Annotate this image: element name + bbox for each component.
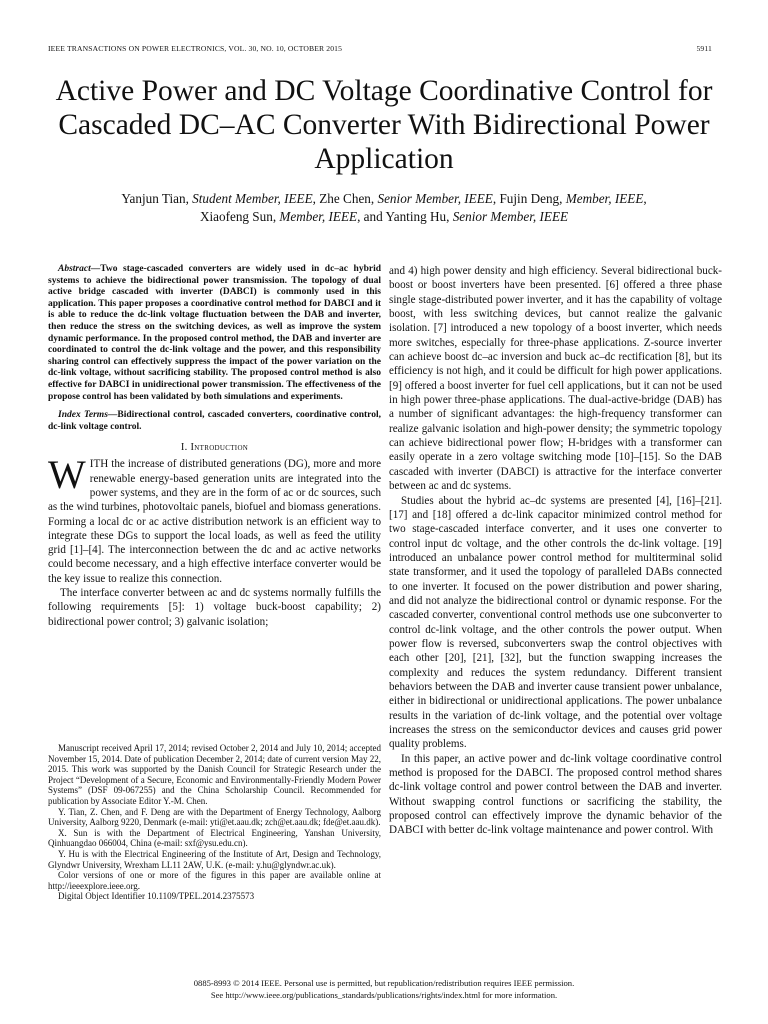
footnotes	[48, 743, 381, 902]
author-name: Yanting Hu	[385, 209, 447, 224]
index-terms-label: Index Terms—	[58, 410, 118, 421]
abstract-text: Two stage-cascaded converters are widely used in dc–ac hybrid systems to achieve the bidirectional power transmission. The topology of dual active bridge cascaded with inverter (DABCI) is commonly used in this application. This paper proposes a coordinative control method for DABCI and it is able to reduce the dc-link voltage fluctuation between the DAB and inverter, then reduce the stress on the switching devices, as well as improve the system dynamic performance. In the proposed control method, the DAB and inverter are coordinated to control the dc-link voltage and the power, and this responsibility sharing control can effectively suppress the impact of the power variation on the dc-link voltage, without sacrificing stability. The proposed control method is also effective for DABCI in unidirectional power transmission. The effectiveness of the propose control has been validated by both simulations and experiments.	[48, 264, 381, 402]
copyright-footer	[0, 978, 768, 1002]
section-number: I.	[180, 442, 188, 454]
author-role: Member, IEEE	[565, 191, 644, 206]
left-column	[48, 264, 381, 629]
author-role: Senior Member, IEEE	[377, 191, 493, 206]
index-terms	[48, 410, 381, 433]
author-role: Student Member, IEEE	[192, 191, 313, 206]
footnote-color-versions: Color versions of one or more of the figures in this paper are available online at http://ieeexplore.ieee.org.	[48, 870, 381, 891]
footnote-manuscript: Manuscript received April 17, 2014; revised October 2, 2014 and July 10, 2014; accepted November 15, 2014. Date of publication December 2, 2014; date of current version May 22, 2015. This work was supported by the Danish Council for Strategic Research under the Project “Development of a Secure, Economic and Environmentally-Friendly Modern Power Systems” (DSF 09-067255) and the China Scholarship Council. Recommended for publication by Associate Editor Y.-M. Chen.	[48, 743, 381, 806]
intro-paragraph-2: The interface converter between ac and dc systems normally fulfills the following requirements [5]: 1) voltage buck-boost capability; 2) bidirectional power control; 3) galvanic isolation;	[48, 586, 381, 628]
author-name: Fujin Deng	[499, 191, 560, 206]
right-paragraph-3: In this paper, an active power and dc-link voltage coordinative control method is proposed for the DABCI. The proposed control method shares dc-link voltage control and power control between the DAB and inverter. Without swapping control functions or sacrificing the stability, the proposed control can effectively improve the dynamic behavior of the DABCI with better dc-link voltage maintenance and power control. With	[389, 752, 722, 837]
footnote-affiliation: Y. Tian, Z. Chen, and F. Deng are with the Department of Energy Technology, Aalborg University, Aalborg 9220, Denmark (e-mail: yti@et.aau.dk; zch@et.aau.dk; fde@et.aau.dk).	[48, 806, 381, 828]
author-list: Yanjun Tian, Student Member, IEEE, Zhe Chen, Senior Member, IEEE, Fujin Deng, Member, IEEE, Xiaofeng Sun, Member, IEEE, and Yanting Hu, Senior Member, IEEE	[121, 191, 647, 224]
drop-cap: W	[48, 452, 86, 498]
copyright-line: 0885-8993 © 2014 IEEE. Personal use is permitted, but republication/redistribution requires IEEE permission.	[193, 978, 575, 988]
footnote-doi: Digital Object Identifier 10.1109/TPEL.2014.2375573	[58, 891, 255, 902]
index-terms-text: Bidirectional control, cascaded converters, coordinative control, dc-link voltage control.	[48, 410, 381, 432]
right-paragraph-1: and 4) high power density and high efficiency. Several bidirectional buck-boost or boost inverters have been presented. [6] offered a three phase single stage-distributed power inverter, and it has the capability of voltage boost, with less switching devices, but cannot realize the galvanic isolation. [7] introduced a new topology of a boost inverter, which needs more switches, especially for three-phase applications. Z-source inverter can achieve boost dc–ac inversion and buck ac–dc rectification [8], but its efficiency is not high, and it could be difficult for high power applications. [9] offered a boost inverter for fuel cell applications, but it can not be used in high power three-phase applications. The dual-active-bridge (DAB) has a number of significant advantages: the high-frequency transformer can realize galvanic isolation and high-power density; the symmetric topology can achieve bidirectional power flow; H-bridges with a transformer can easily operate in a zero voltage switching mode [10]–[15]. So the DAB cascaded with inverter (DABCI) is attractive for the interface converter between ac and dc systems.	[389, 265, 722, 493]
abstract	[48, 264, 381, 403]
page-number: 5911	[696, 44, 712, 53]
intro-paragraph-1-text: ITH the increase of distributed generations (DG), more and more renewable energy-based generation units are integrated into the power systems, and they are in the form of ac or dc sources, such as the wind turbines, photovoltaic panels, biofuel and biomass generations. Forming a local dc or ac active distribution network is an efficient way to integrate these DGs to support the local loads, as well as feed the utility grid [1]–[4]. The interconnection between the dc and ac active networks could become necessary, and a high effective interface converter would be the key issue to realize this connection.	[48, 458, 381, 585]
section-title: Introduction	[190, 442, 249, 454]
right-paragraph-2: Studies about the hybrid ac–dc systems are presented [4], [16]–[21]. [17] and [18] offered a dc-link capacitor minimized control method for two stage-cascaded interface converter, and it uses one converter to control input dc voltage, and the other controls the dc-link voltage. [19] introduced an unbalance power control method for multiterminal solid state transformer, and it used the topology of paralleled DABs connected to one inverter. It focused on the power distribution and power sharing, and did not analyze the bidirectional control or dynamic response. For the cascaded converter, conventional control methods use one subconverter to control dc-link voltage, and the other controls the power output. When power flow is reversed, subconverters swap the control objectives with each other [20], [21], [32], but the function swapping increases the complexity and reduces the system redundancy. Different transient behaviors between the DAB and inverter cause transient power unbalance, either in bidirectional or unidirectional applications. The power unbalance results in the variation of dc-link voltage, and the potential over voltage increases the stress on the semiconductor devices and causes grid power quality problems.	[389, 494, 722, 751]
permissions-line: See http://www.ieee.org/publications_standards/publications/rights/index.html for more information.	[210, 989, 558, 1000]
abstract-label: Abstract—	[58, 264, 101, 274]
intro-paragraph-1	[48, 452, 381, 586]
author-role: Senior Member, IEEE	[452, 209, 569, 224]
footnote-affiliation: Y. Hu is with the Electrical Engineering of the Institute of Art, Design and Technology, Glyndwr University, Wrexham LL11 2AW, U.K. (e-mail: y.hu@glyndwr.ac.uk).	[48, 848, 381, 870]
running-header	[48, 44, 712, 53]
author-role: Member, IEEE	[279, 209, 358, 224]
author-name: Yanjun Tian	[121, 191, 186, 206]
paper-title: Active Power and DC Voltage Coordinative Control for Cascaded DC–AC Converter With Bidirectional Power Application	[55, 75, 713, 175]
section-heading	[48, 442, 381, 453]
footnote-affiliation: X. Sun is with the Department of Electrical Engineering, Yanshan University, Qinhuangdao 066004, China (e-mail: sxf@ysu.edu.cn).	[48, 827, 381, 849]
journal-info: IEEE TRANSACTIONS ON POWER ELECTRONICS, VOL. 30, NO. 10, OCTOBER 2015	[48, 44, 343, 53]
right-column	[389, 264, 722, 838]
author-name: Zhe Chen	[319, 191, 371, 206]
author-name: Xiaofeng Sun	[199, 209, 273, 224]
